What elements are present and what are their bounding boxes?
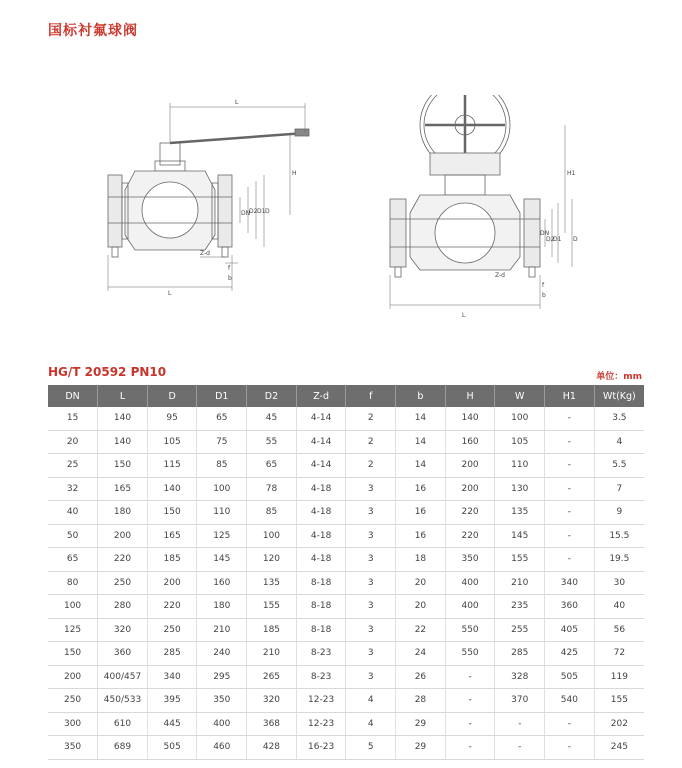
- table-cell: 400/457: [98, 665, 148, 689]
- table-cell: 20: [396, 571, 446, 595]
- table-row: [48, 524, 644, 548]
- table-cell: 200: [48, 665, 98, 689]
- table-cell: 340: [147, 665, 197, 689]
- table-cell: 125: [197, 524, 247, 548]
- table-cell: 100: [48, 595, 98, 619]
- table-row: [48, 712, 644, 736]
- table-cell: 245: [594, 736, 644, 760]
- table-cell: 16: [396, 524, 446, 548]
- table-row: [48, 689, 644, 713]
- table-cell: -: [545, 548, 595, 572]
- table-cell: 300: [48, 712, 98, 736]
- table-cell: 450/533: [98, 689, 148, 713]
- table-cell: 445: [147, 712, 197, 736]
- table-cell: 32: [48, 477, 98, 501]
- table-cell: 250: [147, 618, 197, 642]
- table-cell: 4-14: [296, 454, 346, 478]
- table-cell: 140: [98, 430, 148, 454]
- table-cell: 125: [48, 618, 98, 642]
- table-cell: 3: [346, 501, 396, 525]
- table-cell: 150: [48, 642, 98, 666]
- label-L-top: L: [235, 99, 239, 106]
- table-cell: 155: [495, 548, 545, 572]
- table-cell: 428: [247, 736, 297, 760]
- table-cell: 55: [247, 430, 297, 454]
- table-cell: 8-23: [296, 642, 346, 666]
- standard-title: HG/T 20592 PN10: [48, 365, 167, 379]
- table-cell: 3: [346, 618, 396, 642]
- table-cell: 5.5: [594, 454, 644, 478]
- label-D-right: D: [573, 236, 578, 243]
- table-cell: 78: [247, 477, 297, 501]
- table-cell: 540: [545, 689, 595, 713]
- table-cell: 4: [594, 430, 644, 454]
- table-row: [48, 407, 644, 430]
- table-cell: 405: [545, 618, 595, 642]
- column-header: f: [346, 385, 396, 407]
- table-header-row: [48, 385, 644, 407]
- table-cell: -: [495, 736, 545, 760]
- table-row: [48, 477, 644, 501]
- table-cell: 320: [98, 618, 148, 642]
- table-cell: -: [545, 430, 595, 454]
- table-cell: 200: [98, 524, 148, 548]
- label-D1-right: D1: [553, 236, 562, 243]
- column-header: b: [396, 385, 446, 407]
- label-D-left: D: [265, 208, 270, 215]
- label-f-left: f: [228, 265, 231, 272]
- table-cell: 255: [495, 618, 545, 642]
- table-cell: 4-18: [296, 524, 346, 548]
- label-b-right: b: [542, 292, 546, 299]
- table-cell: 95: [147, 407, 197, 430]
- table-cell: 20: [396, 595, 446, 619]
- table-cell: -: [445, 736, 495, 760]
- label-D2-right: D2: [546, 236, 555, 243]
- table-cell: 28: [396, 689, 446, 713]
- table-cell: 110: [495, 454, 545, 478]
- table-cell: 145: [495, 524, 545, 548]
- column-header: D: [147, 385, 197, 407]
- table-cell: 200: [445, 454, 495, 478]
- page-title: 国标衬氟球阀: [48, 23, 138, 39]
- column-header: L: [98, 385, 148, 407]
- table-row: [48, 736, 644, 760]
- table-cell: 550: [445, 618, 495, 642]
- table-cell: 12-23: [296, 689, 346, 713]
- table-cell: 85: [247, 501, 297, 525]
- table-cell: 285: [147, 642, 197, 666]
- table-cell: -: [545, 736, 595, 760]
- table-row: [48, 430, 644, 454]
- table-cell: -: [445, 665, 495, 689]
- table-cell: 220: [445, 501, 495, 525]
- table-cell: 72: [594, 642, 644, 666]
- label-L-left: L: [168, 290, 172, 297]
- table-cell: 8-23: [296, 665, 346, 689]
- table-cell: 210: [197, 618, 247, 642]
- table-cell: 105: [495, 430, 545, 454]
- table-cell: 689: [98, 736, 148, 760]
- table-cell: 65: [48, 548, 98, 572]
- label-DN-left: DN: [241, 210, 251, 217]
- column-header: Wt(Kg): [594, 385, 644, 407]
- table-cell: -: [545, 407, 595, 430]
- table-cell: 202: [594, 712, 644, 736]
- table-cell: 50: [48, 524, 98, 548]
- gear-valve-view: [390, 95, 572, 309]
- table-cell: 5: [346, 736, 396, 760]
- table-cell: -: [545, 477, 595, 501]
- table-cell: -: [545, 454, 595, 478]
- table-cell: 4: [346, 689, 396, 713]
- table-cell: 130: [495, 477, 545, 501]
- table-cell: 210: [495, 571, 545, 595]
- label-D2-left: D2: [249, 208, 258, 215]
- table-cell: 119: [594, 665, 644, 689]
- table-cell: 56: [594, 618, 644, 642]
- column-header: DN: [48, 385, 98, 407]
- table-cell: 29: [396, 736, 446, 760]
- table-cell: 610: [98, 712, 148, 736]
- table-cell: -: [445, 689, 495, 713]
- table-cell: 12-23: [296, 712, 346, 736]
- table-cell: 340: [545, 571, 595, 595]
- table-cell: 100: [495, 407, 545, 430]
- table-cell: -: [545, 712, 595, 736]
- table-cell: 115: [147, 454, 197, 478]
- table-cell: 3.5: [594, 407, 644, 430]
- table-cell: 30: [594, 571, 644, 595]
- table-cell: 29: [396, 712, 446, 736]
- table-cell: 185: [147, 548, 197, 572]
- table-row: [48, 548, 644, 572]
- column-header: H: [445, 385, 495, 407]
- table-cell: 400: [445, 571, 495, 595]
- table-cell: 3: [346, 524, 396, 548]
- table-cell: 280: [98, 595, 148, 619]
- table-cell: 328: [495, 665, 545, 689]
- table-cell: 145: [197, 548, 247, 572]
- label-Zd-left: Z-d: [200, 250, 210, 257]
- table-cell: 155: [247, 595, 297, 619]
- table-cell: 180: [197, 595, 247, 619]
- column-header: Z-d: [296, 385, 346, 407]
- table-cell: 65: [247, 454, 297, 478]
- table-cell: 16: [396, 501, 446, 525]
- table-cell: 3: [346, 595, 396, 619]
- table-row: [48, 454, 644, 478]
- table-cell: 105: [147, 430, 197, 454]
- spec-table: [48, 385, 644, 760]
- table-cell: 135: [495, 501, 545, 525]
- table-cell: 285: [495, 642, 545, 666]
- table-row: [48, 501, 644, 525]
- table-cell: 8-18: [296, 571, 346, 595]
- table-cell: 40: [48, 501, 98, 525]
- table-cell: 8-18: [296, 618, 346, 642]
- table-cell: 350: [197, 689, 247, 713]
- table-cell: 100: [247, 524, 297, 548]
- table-cell: 4-18: [296, 477, 346, 501]
- table-cell: 550: [445, 642, 495, 666]
- table-cell: 165: [98, 477, 148, 501]
- table-cell: 14: [396, 454, 446, 478]
- label-D1-left: D1: [257, 208, 266, 215]
- table-cell: 235: [495, 595, 545, 619]
- table-row: [48, 571, 644, 595]
- table-cell: 45: [247, 407, 297, 430]
- table-cell: 120: [247, 548, 297, 572]
- table-cell: 505: [147, 736, 197, 760]
- table-cell: 3: [346, 642, 396, 666]
- table-cell: 200: [445, 477, 495, 501]
- label-Zd-right: Z-d: [495, 272, 505, 279]
- label-DN-right: DN: [540, 230, 550, 237]
- table-cell: 200: [147, 571, 197, 595]
- table-cell: 24: [396, 642, 446, 666]
- table-cell: 180: [98, 501, 148, 525]
- table-cell: 2: [346, 430, 396, 454]
- table-cell: 165: [147, 524, 197, 548]
- table-cell: 14: [396, 407, 446, 430]
- table-cell: 360: [98, 642, 148, 666]
- table-cell: 4: [346, 712, 396, 736]
- column-header: D1: [197, 385, 247, 407]
- table-cell: 155: [594, 689, 644, 713]
- table-cell: 140: [98, 407, 148, 430]
- table-cell: 460: [197, 736, 247, 760]
- table-cell: 3: [346, 665, 396, 689]
- table-cell: 100: [197, 477, 247, 501]
- table-cell: 370: [495, 689, 545, 713]
- table-cell: 135: [247, 571, 297, 595]
- table-cell: 150: [147, 501, 197, 525]
- table-cell: 65: [197, 407, 247, 430]
- table-cell: 4-18: [296, 501, 346, 525]
- table-cell: 140: [147, 477, 197, 501]
- valve-technical-drawing: [100, 95, 580, 325]
- lever-valve-view: [108, 103, 309, 291]
- table-cell: 3: [346, 571, 396, 595]
- column-header: W: [495, 385, 545, 407]
- table-cell: -: [445, 712, 495, 736]
- table-cell: 16: [396, 477, 446, 501]
- table-cell: 150: [98, 454, 148, 478]
- table-cell: 7: [594, 477, 644, 501]
- table-cell: -: [545, 524, 595, 548]
- table-cell: 160: [445, 430, 495, 454]
- table-body: [48, 407, 644, 759]
- table-cell: 22: [396, 618, 446, 642]
- table-cell: 2: [346, 454, 396, 478]
- table-row: [48, 642, 644, 666]
- table-cell: -: [545, 501, 595, 525]
- table-cell: 368: [247, 712, 297, 736]
- table-cell: 350: [445, 548, 495, 572]
- table-cell: 360: [545, 595, 595, 619]
- table-cell: 20: [48, 430, 98, 454]
- table-cell: 3: [346, 477, 396, 501]
- table-cell: 220: [98, 548, 148, 572]
- table-cell: -: [495, 712, 545, 736]
- table-cell: 110: [197, 501, 247, 525]
- column-header: D2: [247, 385, 297, 407]
- table-cell: 3: [346, 548, 396, 572]
- table-cell: 250: [48, 689, 98, 713]
- table-cell: 8-18: [296, 595, 346, 619]
- table-cell: 210: [247, 642, 297, 666]
- unit-label: 单位：mm: [596, 372, 642, 382]
- table-cell: 265: [247, 665, 297, 689]
- table-cell: 14: [396, 430, 446, 454]
- table-cell: 320: [247, 689, 297, 713]
- table-cell: 25: [48, 454, 98, 478]
- table-row: [48, 595, 644, 619]
- table-cell: 250: [98, 571, 148, 595]
- label-b-left: b: [228, 275, 232, 282]
- table-cell: 40: [594, 595, 644, 619]
- table-cell: 15: [48, 407, 98, 430]
- table-cell: 16-23: [296, 736, 346, 760]
- table-cell: 2: [346, 407, 396, 430]
- table-cell: 350: [48, 736, 98, 760]
- drawing-svg: [100, 95, 580, 325]
- table-cell: 18: [396, 548, 446, 572]
- table-cell: 425: [545, 642, 595, 666]
- table-cell: 9: [594, 501, 644, 525]
- table-cell: 26: [396, 665, 446, 689]
- table-cell: 220: [445, 524, 495, 548]
- column-header: H1: [545, 385, 595, 407]
- table-cell: 400: [445, 595, 495, 619]
- table-cell: 140: [445, 407, 495, 430]
- table-cell: 80: [48, 571, 98, 595]
- label-f-right: f: [542, 282, 545, 289]
- table-cell: 395: [147, 689, 197, 713]
- label-H: H: [292, 170, 297, 177]
- table-cell: 75: [197, 430, 247, 454]
- table-row: [48, 618, 644, 642]
- label-H1: H1: [567, 170, 576, 177]
- table-cell: 15.5: [594, 524, 644, 548]
- table-cell: 4-14: [296, 407, 346, 430]
- table-cell: 505: [545, 665, 595, 689]
- table-cell: 240: [197, 642, 247, 666]
- table-cell: 185: [247, 618, 297, 642]
- table-cell: 19.5: [594, 548, 644, 572]
- table-cell: 160: [197, 571, 247, 595]
- label-L-right: L: [462, 312, 466, 319]
- table-cell: 400: [197, 712, 247, 736]
- table-cell: 220: [147, 595, 197, 619]
- table-cell: 85: [197, 454, 247, 478]
- table-row: [48, 665, 644, 689]
- table-cell: 4-18: [296, 548, 346, 572]
- table-cell: 295: [197, 665, 247, 689]
- table-cell: 4-14: [296, 430, 346, 454]
